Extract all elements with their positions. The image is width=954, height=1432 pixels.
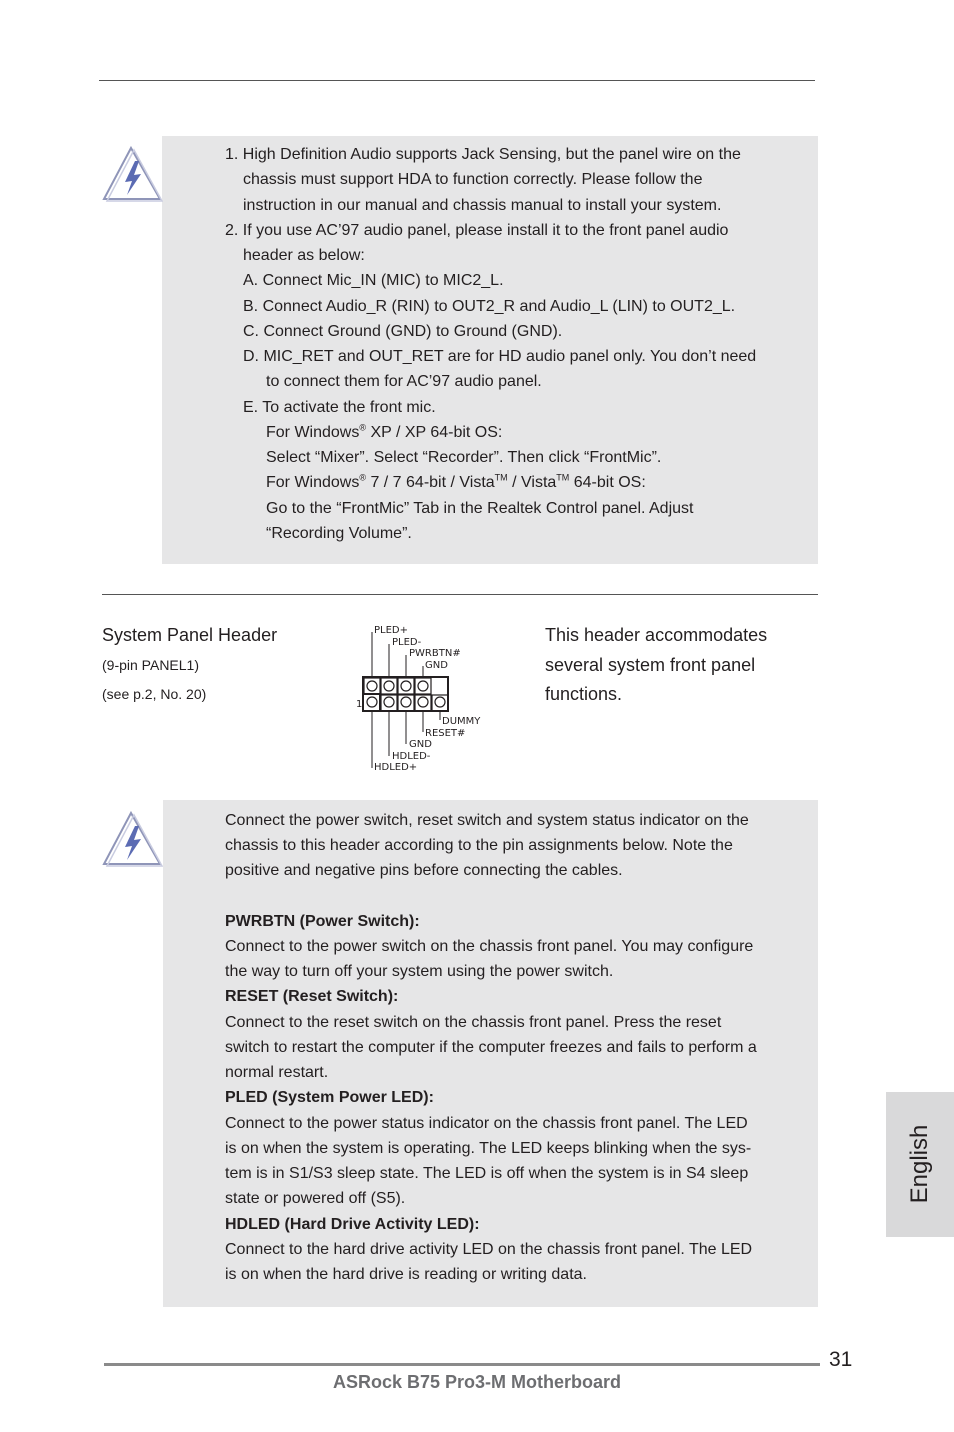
pwrbtn-line: the way to turn off your system using the power switch. [225,963,614,980]
note1-line: A. Connect Mic_IN (MIC) to MIC2_L. [243,272,504,289]
section-rule [102,594,818,595]
pled-line: is on when the system is operating. The LED keeps blinking when the sys- [225,1140,752,1157]
winxp-line: For Windows® XP / XP 64-bit OS: [266,422,503,441]
hdled-heading: HDLED (Hard Drive Activity LED): [225,1216,480,1233]
warning-triangle-icon [101,810,163,868]
pled-heading: PLED (System Power LED): [225,1089,434,1106]
hdled-line: is on when the hard drive is reading or writing data. [225,1266,587,1283]
header-description: This header accommodates [545,625,768,645]
reset-line: normal restart. [225,1064,329,1081]
reset-line: Connect to the reset switch on the chassis front panel. Press the reset [225,1014,722,1031]
note1-line: D. MIC_RET and OUT_RET are for HD audio panel only. You don’t need [243,348,757,365]
pin-label: DUMMY [442,716,481,727]
win7-line: For Windows® 7 / 7 64-bit / Vista™ / Vista™ 64-bit OS: [266,472,646,491]
pin-label: PLED- [392,637,422,648]
language-tab-label: English [906,1124,933,1204]
pin-label: GND [409,739,432,750]
goto-line: Go to the “FrontMic” Tab in the Realtek Control panel. Adjust [266,500,694,517]
footer-rule [104,1363,820,1366]
pin-label: PWRBTN# [409,648,461,659]
header-page-ref: (see p.2, No. 20) [102,686,207,702]
panel-header-pinout-diagram [354,622,484,772]
intro-line: Connect the power switch, reset switch and system status indicator on the [225,812,749,829]
footer-product-name: ASRock B75 Pro3-M Motherboard [332,1372,622,1392]
top-rule [99,80,815,81]
pin-label: GND [425,660,448,671]
select-mixer-line: Select “Mixer”. Select “Recorder”. Then click “FrontMic”. [266,449,662,466]
page-number: 31 [829,1348,853,1371]
header-title: System Panel Header [102,625,278,645]
header-description: several system front panel [545,655,756,675]
pwrbtn-line: Connect to the power switch on the chassis front panel. You may configure [225,938,754,955]
note1-line: to connect them for AC’97 audio panel. [266,373,542,390]
pled-line: state or powered off (S5). [225,1190,406,1207]
pin-one-marker: 1 [356,699,363,710]
hdled-line: Connect to the hard drive activity LED on the chassis front panel. The LED [225,1241,753,1258]
note1-line: 1. High Definition Audio supports Jack Sensing, but the panel wire on the [225,146,741,163]
goto-line: “Recording Volume”. [266,525,412,542]
header-pin-count: (9-pin PANEL1) [102,657,200,673]
reset-heading: RESET (Reset Switch): [225,988,399,1005]
intro-line: chassis to this header according to the pin assignments below. Note the [225,837,733,854]
note1-line: E. To activate the front mic. [243,399,436,416]
note1-line: 2. If you use AC’97 audio panel, please install it to the front panel audio [225,222,729,239]
pled-line: tem is in S1/S3 sleep state. The LED is off when the system is in S4 sleep [225,1165,749,1182]
intro-line: positive and negative pins before connecting the cables. [225,862,623,879]
note1-line: C. Connect Ground (GND) to Ground (GND). [243,323,563,340]
pled-line: Connect to the power status indicator on the chassis front panel. The LED [225,1115,748,1132]
pin-label: PLED+ [374,625,408,636]
pwrbtn-heading: PWRBTN (Power Switch): [225,913,420,930]
header-description: functions. [545,684,623,704]
language-side-tab [886,1092,954,1237]
note1-line: header as below: [243,247,365,264]
pin-label: HDLED+ [374,762,418,772]
pin-label: HDLED- [392,751,431,762]
warning-triangle-icon [101,145,163,203]
note1-line: instruction in our manual and chassis manual to install your system. [243,197,722,214]
note1-line: chassis must support HDA to function correctly. Please follow the [243,171,703,188]
pin-label: RESET# [425,728,466,739]
note1-line: B. Connect Audio_R (RIN) to OUT2_R and Audio_L (LIN) to OUT2_L. [243,298,736,315]
reset-line: switch to restart the computer if the computer freezes and fails to perform a [225,1039,757,1056]
